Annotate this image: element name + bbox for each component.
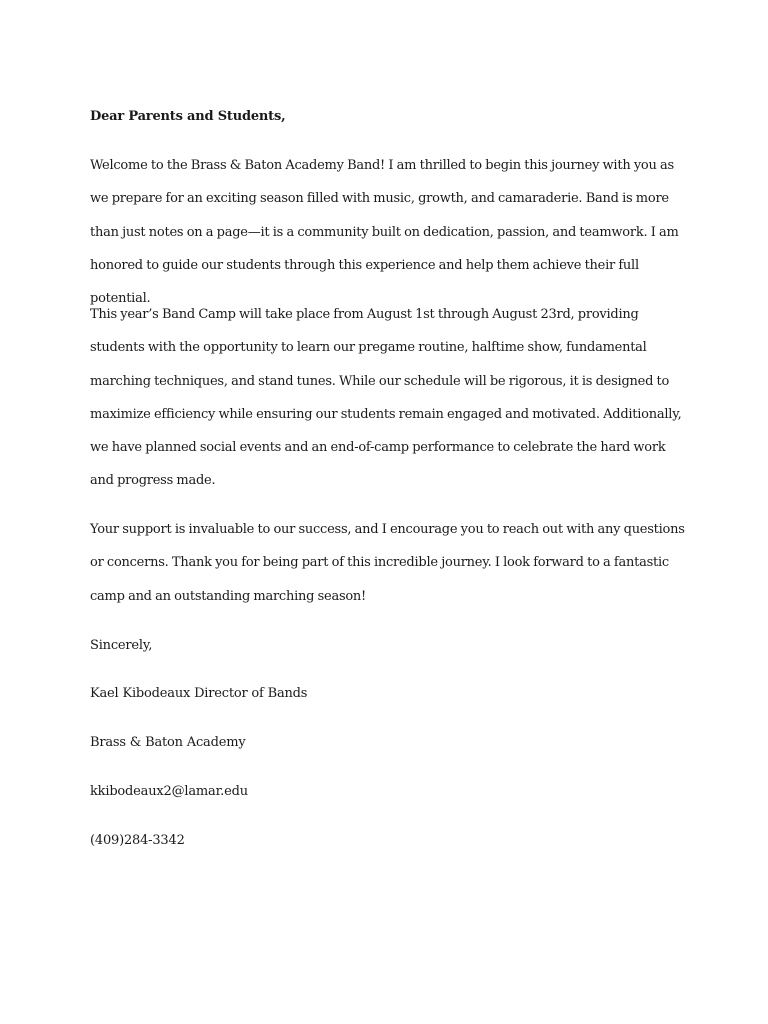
signer-name-title: Kael Kibodeaux Director of Bands [90, 686, 308, 701]
closing: Sincerely, [90, 638, 153, 653]
paragraph-band-camp: This year’s Band Camp will take place from August 1st through August 23rd, providing students with the opportunity to learn our pregame routine, halftime show, fundamental marching techniques, and stand tunes. While our schedule will be rigorous, it is designed to maximize efficiency while ensuring our students remain engaged and motivated. Additionally, we have planned social events and an end-of-camp performance to celebrate the hard work and progress made. [90, 307, 682, 489]
salutation: Dear Parents and Students, [90, 109, 286, 124]
contact-email: kkibodeaux2@lamar.edu [90, 784, 248, 799]
paragraph-welcome: Welcome to the Brass & Baton Academy Band! I am thrilled to begin this journey with you as we prepare for an exciting season filled with music, growth, and camaraderie. Band is more than just notes on a page—it is a community built on dedication, passion, and teamwork. I am honored to guide our students through this experience and help them achieve their full potential. [90, 158, 679, 307]
contact-phone: (409)284-3342 [90, 833, 185, 848]
organization-name: Brass & Baton Academy [90, 735, 246, 750]
paragraph-support: Your support is invaluable to our success, and I encourage you to reach out with any questions or concerns. Thank you for being part of this incredible journey. I look forward to a fantastic camp and an outstanding marching season! [90, 522, 685, 604]
